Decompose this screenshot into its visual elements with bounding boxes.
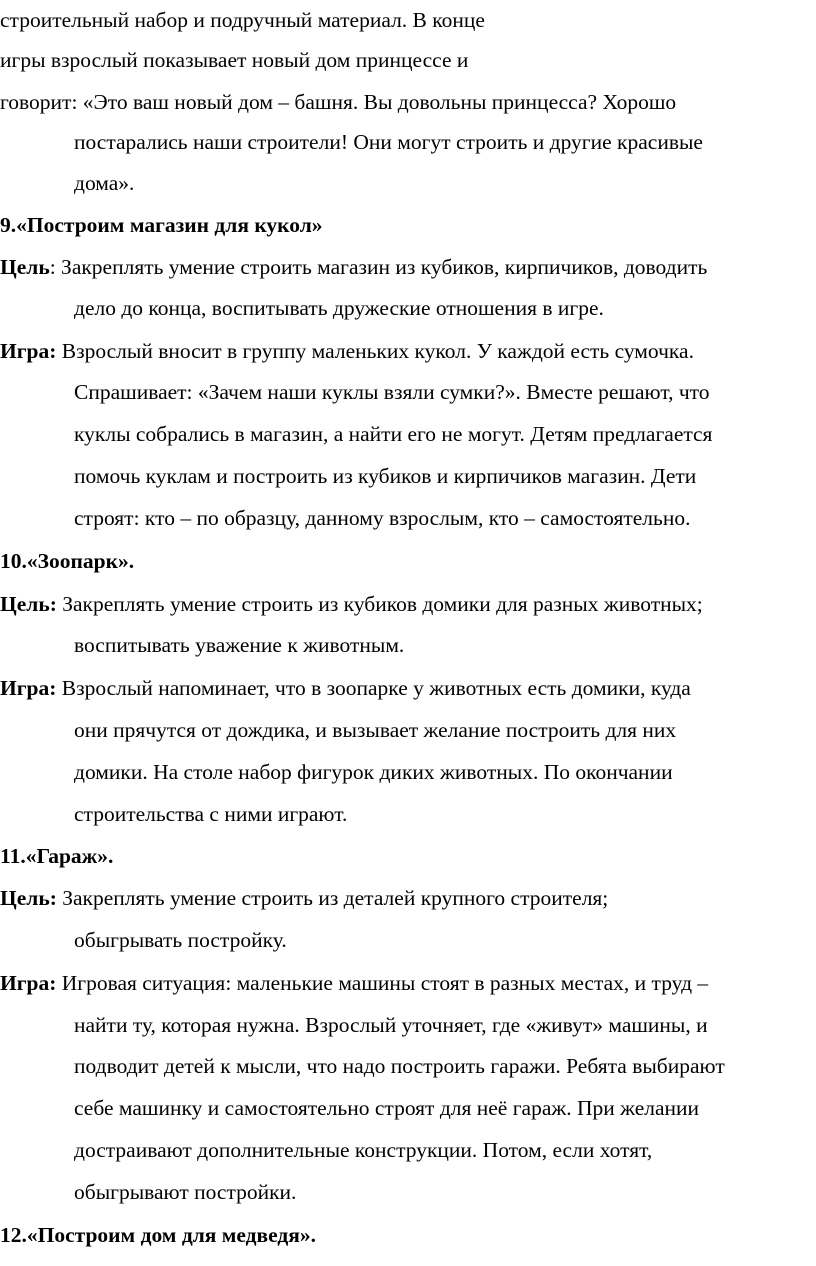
section-9-heading [0,212,323,238]
section-12-heading [0,1222,316,1248]
intro-line-1: строительный набор и подручный материал. В конце [0,8,485,32]
section-10-title: 10.«Зоопарк». [0,549,135,573]
game-text: Игровая ситуация: маленькие машины стоят в разных местах, и труд – [56,971,709,995]
game-text: Взрослый напоминает, что в зоопарке у животных есть домики, куда [56,676,691,700]
game-label: Игра: [0,676,57,700]
section-11-title: 11.«Гараж». [0,844,114,868]
section-11-game-line-6: обыгрывают постройки. [74,1180,297,1204]
goal-text: : Закреплять умение строить магазин из кубиков, кирпичиков, доводить [49,255,708,279]
intro-line-2: игры взрослый показывает новый дом принцессе и [0,48,469,72]
intro-line-5: дома». [74,171,135,195]
section-9-game-line-5: строят: кто – по образцу, данному взрослым, кто – самостоятельно. [74,506,691,530]
section-11-game [0,970,708,996]
section-11-game-line-2: найти ту, которая нужна. Взрослый уточняет, где «живут» машины, и [74,1013,708,1037]
goal-label: Цель: [0,886,57,910]
section-11-heading [0,843,113,869]
section-10-game [0,675,691,701]
section-10-game-line-4: строительства с ними играют. [74,802,348,826]
section-9-goal-line-2: дело до конца, воспитывать дружеские отношения в игре. [74,296,604,320]
section-11-goal [0,885,608,911]
section-9-game-line-2: Спрашивает: «Зачем наши куклы взяли сумки?». Вместе решают, что [74,380,710,404]
goal-label: Цель: [0,592,57,616]
goal-text: Закреплять умение строить из кубиков домики для разных животных; [56,592,703,616]
goal-text: Закреплять умение строить из деталей крупного строителя; [56,886,609,910]
section-11-goal-line-2: обыгрывать постройку. [74,928,287,952]
section-11-game-line-4: себе машинку и самостоятельно строят для неё гараж. При желании [74,1096,700,1120]
section-9-game-line-3: куклы собрались в магазин, а найти его не могут. Детям предлагается [74,422,713,446]
game-label: Игра: [0,339,57,363]
goal-label: Цель [0,255,50,279]
section-12-title: 12.«Построим дом для медведя». [0,1223,317,1247]
section-10-goal [0,591,703,617]
intro-line-3: говорит: «Это ваш новый дом – башня. Вы довольны принцесса? Хорошо [0,90,677,114]
section-10-heading [0,548,134,574]
game-label: Игра: [0,971,57,995]
section-9-game [0,338,694,364]
intro-line-4: постарались наши строители! Они могут строить и другие красивые [74,130,703,154]
section-10-game-line-3: домики. На столе набор фигурок диких животных. По окончании [74,760,673,784]
section-11-game-line-3: подводит детей к мысли, что надо построить гаражи. Ребята выбирают [74,1054,725,1078]
section-9-game-line-4: помочь куклам и построить из кубиков и кирпичиков магазин. Дети [74,464,697,488]
section-10-goal-line-2: воспитывать уважение к животным. [74,633,405,657]
section-9-title: 9.«Построим магазин для кукол» [0,213,323,237]
section-10-game-line-2: они прячутся от дождика, и вызывает желание построить для них [74,718,677,742]
section-9-goal [0,254,707,280]
game-text: Взрослый вносит в группу маленьких кукол. У каждой есть сумочка. [56,339,694,363]
section-11-game-line-5: достраивают дополнительные конструкции. Потом, если хотят, [74,1138,653,1162]
